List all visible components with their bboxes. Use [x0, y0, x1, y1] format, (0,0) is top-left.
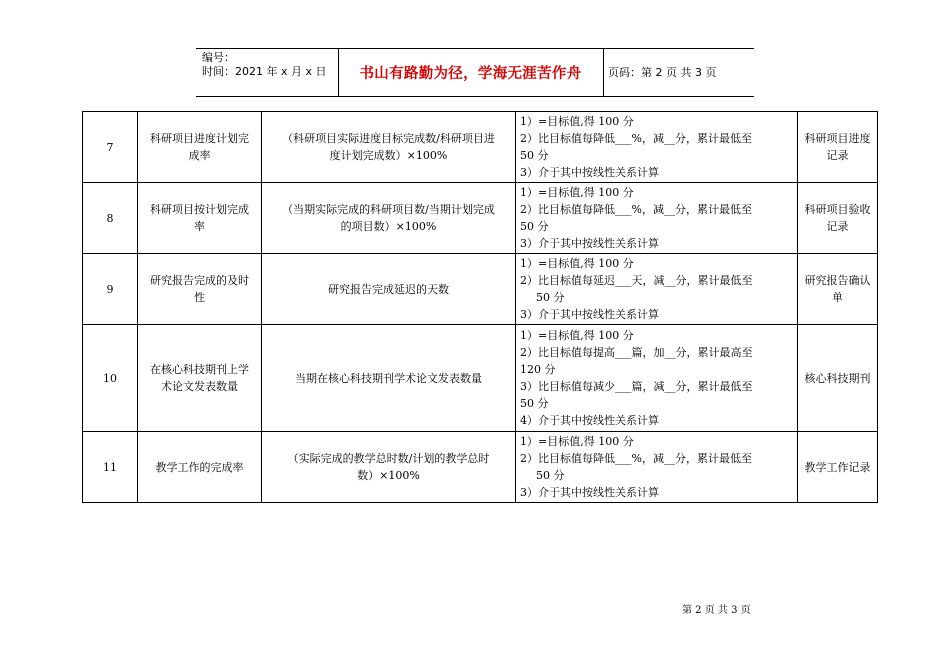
- source-line: 单: [832, 291, 843, 304]
- scoring-line: 3）介于其中按线性关系计算: [520, 486, 659, 499]
- source-cell: [798, 325, 878, 432]
- source-line: 核心科技期刊: [804, 371, 871, 385]
- scoring-cell: [516, 432, 798, 503]
- scoring-line: 2）比目标值每提高___篇，加__分，累计最高至: [520, 346, 753, 359]
- scoring-line: 2）比目标值每延迟___天，减__分，累计最低至: [520, 274, 753, 287]
- source-line: 记录: [826, 220, 849, 233]
- scoring-line: 1）=目标值,得 100 分: [520, 329, 634, 342]
- source-cell: [798, 432, 878, 503]
- scoring-cell: [516, 254, 798, 325]
- formula-line: （科研项目实际进度目标完成数/科研项目进: [282, 132, 495, 145]
- scoring-line: 2）比目标值每降低___%，减__分，累计最低至: [520, 132, 752, 145]
- source-line: 教学工作记录: [804, 460, 871, 474]
- header-bottom-rule: [196, 96, 754, 97]
- indicator-line: 成率: [188, 149, 211, 162]
- indicator-line: 研究报告完成的及时: [150, 274, 249, 287]
- scoring-line: 3）介于其中按线性关系计算: [520, 237, 659, 250]
- scoring-line: 2）比目标值每降低___%，减__分，累计最低至: [520, 452, 752, 465]
- page-header: [196, 48, 754, 96]
- table-row: [83, 112, 878, 183]
- scoring-line: 2）比目标值每降低___%，减__分，累计最低至: [520, 203, 752, 216]
- source-line: 科研项目进度: [804, 132, 871, 145]
- scoring-cell: [516, 325, 798, 432]
- row-number-cell: [83, 183, 138, 254]
- indicator-line: 性: [194, 291, 205, 304]
- header-info: [202, 51, 327, 79]
- scoring-line: 1）=目标值,得 100 分: [520, 257, 634, 270]
- table-row: [83, 325, 878, 432]
- scoring-line: 1）=目标值,得 100 分: [520, 186, 634, 199]
- indicator-line: 术论文发表数量: [161, 380, 238, 393]
- scoring-line: 120 分: [520, 363, 556, 376]
- row-number-cell: [83, 254, 138, 325]
- formula-cell: [262, 254, 516, 325]
- scoring-cell: [516, 183, 798, 254]
- formula-line: （当期实际完成的科研项目数/当期计划完成: [282, 203, 495, 216]
- row-number-cell: [83, 325, 138, 432]
- indicator-line: 科研项目进度计划完: [150, 132, 249, 145]
- indicator-cell: [138, 254, 262, 325]
- scoring-line: 4）介于其中按线性关系计算: [520, 414, 659, 427]
- formula-cell: [262, 325, 516, 432]
- header-page-number: 页码：第 2 页 共 3 页: [608, 66, 717, 79]
- formula-line: 数）×100%: [357, 469, 420, 482]
- scoring-line: 3）介于其中按线性关系计算: [520, 308, 659, 321]
- formula-line: （实际完成的教学总时数/计划的教学总时: [287, 452, 490, 465]
- row-number-cell: [83, 112, 138, 183]
- formula-line: 的项目数）×100%: [340, 220, 437, 233]
- header-number: 编号：: [202, 51, 235, 64]
- indicator-cell: [138, 112, 262, 183]
- header-divider: [603, 48, 604, 96]
- scoring-line: 1）=目标值,得 100 分: [520, 115, 634, 128]
- indicator-cell: [138, 325, 262, 432]
- source-line: 研究报告确认: [804, 274, 871, 287]
- table-row: [83, 183, 878, 254]
- scoring-line: 50 分: [536, 291, 565, 304]
- formula-cell: [262, 432, 516, 503]
- table-row: [83, 432, 878, 503]
- scoring-line: 3）介于其中按线性关系计算: [520, 166, 659, 179]
- formula-line: 度计划完成数）×100%: [329, 149, 448, 162]
- source-line: 科研项目验收: [804, 203, 871, 216]
- no-line: 7: [106, 140, 114, 154]
- scoring-line: 50 分: [520, 397, 549, 410]
- scoring-line: 50 分: [536, 469, 565, 482]
- scoring-line: 50 分: [520, 220, 549, 233]
- row-number-cell: [83, 432, 138, 503]
- source-line: 记录: [826, 149, 849, 162]
- formula-cell: [262, 112, 516, 183]
- indicator-line: 在核心科技期刊上学: [150, 363, 249, 376]
- page-footer: 第 2 页 共 3 页: [682, 605, 751, 616]
- source-cell: [798, 254, 878, 325]
- no-line: 9: [106, 282, 114, 296]
- indicator-line: 率: [194, 220, 205, 233]
- no-line: 8: [106, 211, 114, 225]
- indicator-cell: [138, 432, 262, 503]
- header-motto: 书山有路勤为径，学海无涯苦作舟: [359, 65, 582, 82]
- indicator-cell: [138, 183, 262, 254]
- formula-line: 研究报告完成延迟的天数: [328, 282, 449, 296]
- no-line: 11: [103, 460, 117, 474]
- indicator-line: 科研项目按计划完成: [150, 203, 249, 216]
- header-time: 时间：2021 年 x 月 x 日: [202, 65, 327, 78]
- indicator-line: 教学工作的完成率: [155, 460, 244, 474]
- scoring-line: 1）=目标值,得 100 分: [520, 435, 634, 448]
- no-line: 10: [103, 371, 117, 385]
- source-cell: [798, 112, 878, 183]
- formula-cell: [262, 183, 516, 254]
- formula-line: 当期在核心科技期刊学术论文发表数量: [295, 371, 482, 385]
- scoring-line: 3）比目标值每减少___篇，减__分，累计最低至: [520, 380, 753, 393]
- table-row: [83, 254, 878, 325]
- scoring-line: 50 分: [520, 149, 549, 162]
- kpi-table: [82, 111, 878, 503]
- source-cell: [798, 183, 878, 254]
- scoring-cell: [516, 112, 798, 183]
